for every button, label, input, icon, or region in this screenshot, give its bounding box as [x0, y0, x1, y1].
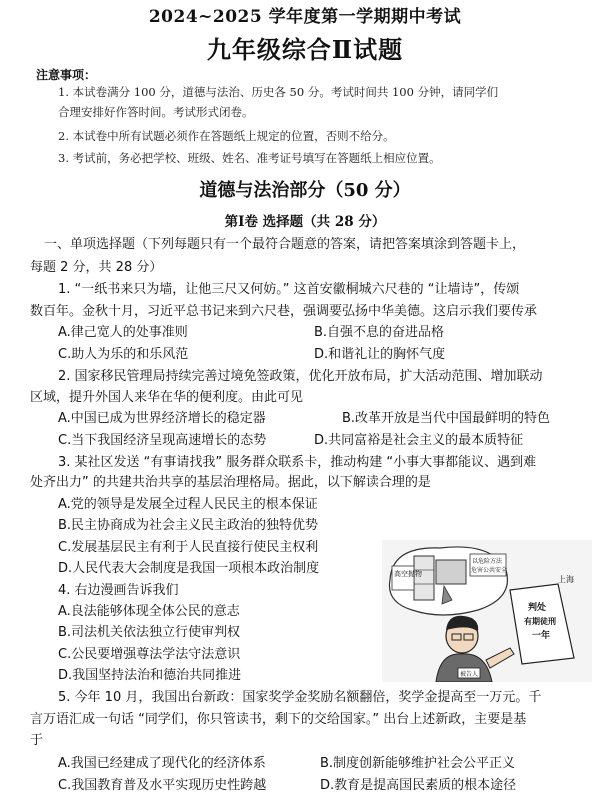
sign-text-mid-2: 危害公共安全 [471, 567, 508, 574]
instruction-line: 一、单项选择题（下列每题只有一个最符合题意的答案，请把答案填涂到答题卡上， [44, 237, 526, 252]
question-2-option-b: B.改革开放是当代中国最鲜明的特色 [342, 411, 551, 426]
question-5-option-b: B.制度创新能够维护社会公平正义 [320, 756, 516, 771]
question-3-option-b: B.民主协商成为社会主义民主政治的独特优势 [58, 518, 319, 533]
question-3-option-a: A.党的领导是发展全过程人民民主的根本保证 [58, 497, 318, 512]
question-5-option-a: A.我国已经建成了现代化的经济体系 [58, 756, 266, 771]
question-2-option-a: A.中国已成为世界经济增长的稳定器 [58, 411, 266, 426]
note-line: 1. 本试卷满分 100 分，道德与法治、历史各 50 分。考试时间共 100 分钟，请同学们 [58, 85, 499, 99]
question-5-stem: 于 [30, 733, 44, 748]
note-line: 3. 考试前，务必把学校、班级、姓名、准考证号填写在答题纸上相应位置。 [58, 151, 441, 165]
question-5-option-d: D.教育是提高国民素质的根本途径 [320, 778, 517, 793]
question-3-stem: 处齐出力” 的共建共治共享的基层治理格局。据此，以下解读合理的是 [30, 475, 431, 490]
question-4-option-d: D.我国坚持法治和德治共同推进 [58, 668, 242, 683]
paper-title: 九年级综合Ⅱ试题 [206, 35, 404, 64]
question-2-stem: 2. 国家移民管理局持续完善过境免签政策，优化开放布局，扩大活动范围、增加联动 [58, 369, 543, 384]
note-line: 2. 本试卷中所有试题必须作在答题纸上规定的位置，否则不给分。 [58, 129, 395, 143]
question-1-stem: 1. “一纸书来只为墙，让他三尺又何妨。” 这首安徽桐城六尺巷的 “让墙诗”，传颂 [58, 282, 520, 297]
question-4-option-a: A.良法能够体现全体公民的意志 [58, 604, 240, 619]
question-5-stem: 言万语汇成一句话 “同学们，你只管读书，剩下的交给国家。” 出台上述新政，主要是基 [30, 712, 527, 727]
legal-cartoon-illustration [382, 540, 592, 682]
city-label: 上海 [558, 575, 574, 584]
question-4-option-b: B.司法机关依法独立行使审判权 [58, 625, 241, 640]
question-1-option-b: B.自强不息的奋进品格 [314, 325, 445, 340]
board-text-1: 判处 [528, 603, 547, 613]
section-title: 道德与法治部分（50 分） [199, 180, 411, 201]
question-4-stem: 4. 右边漫画告诉我们 [58, 583, 179, 598]
question-3-stem: 3. 某社区发送 “有事请找我” 服务群众联系卡，推动构建 “小事大事都能议、遇到难 [58, 455, 537, 470]
question-1-stem: 数百年。金秋十月，习近平总书记来到六尺巷，强调要弘扬中华美德。这启示我们要传承 [30, 304, 538, 319]
instruction-line: 每题 2 分，共 28 分） [30, 260, 163, 275]
question-3-option-c: C.发展基层民主有利于人民直接行使民主权利 [58, 540, 319, 555]
sign-text-left: 高空抛物 [394, 570, 422, 578]
question-2-stem: 区域，提升外国人来华在华的便利度。由此可见 [30, 390, 304, 405]
question-2-option-c: C.当下我国经济呈现高速增长的态势 [58, 433, 267, 448]
exam-title: 2024~2025 学年度第一学期期中考试 [148, 7, 462, 27]
sign-text-mid-1: 以危险方法 [472, 558, 503, 565]
question-1-option-a: A.律己宽人的处事准则 [58, 325, 188, 340]
question-1-option-c: C.助人为乐的和乐风范 [58, 347, 189, 362]
question-2-option-d: D.共同富裕是社会主义的最本质特征 [314, 433, 524, 448]
section-subtitle: 第Ⅰ卷 选择题（共 28 分） [224, 214, 386, 230]
notes-heading: 注意事项： [36, 68, 97, 82]
board-text-2: 有期徒刑 [524, 617, 556, 626]
tag-text: 被告人 [460, 671, 479, 678]
question-4-option-c: C.公民要增强尊法学法守法意识 [58, 647, 241, 662]
question-1-option-d: D.和谐礼让的胸怀气度 [314, 347, 446, 362]
question-5-stem: 5. 今年 10 月，我国出台新政：国家奖学金奖励名额翻倍，奖学金提高至一万元。千 [58, 690, 542, 705]
board-text-3: 一年 [532, 631, 551, 641]
question-3-option-d: D.人民代表大会制度是我国一项根本政治制度 [58, 561, 320, 576]
question-5-option-c: C.我国教育普及水平实现历史性跨越 [58, 778, 267, 793]
note-line: 合理安排好作答时间。考试形式闭卷。 [58, 105, 254, 119]
